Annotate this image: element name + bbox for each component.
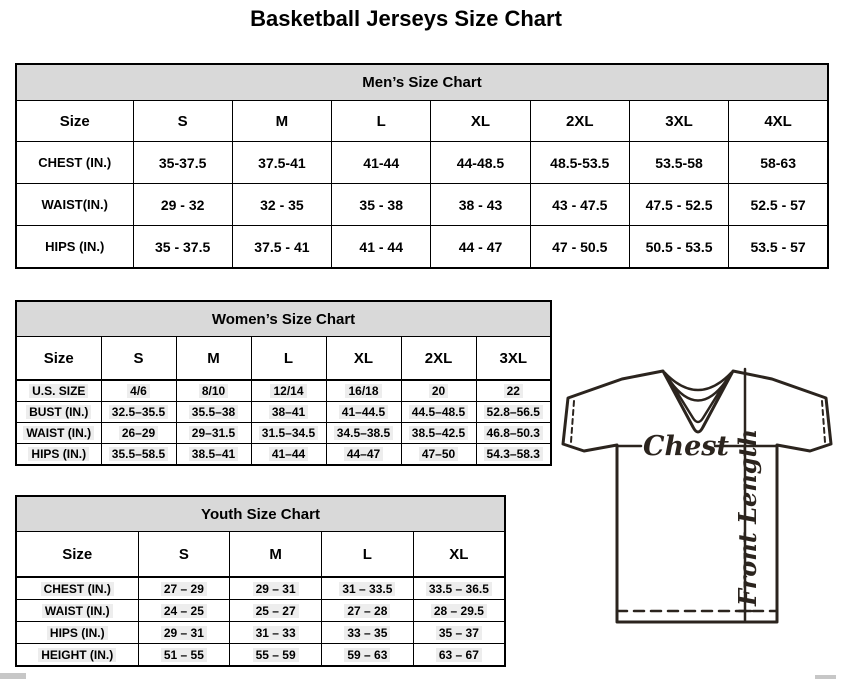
col-header-cell: 2XL	[530, 101, 629, 142]
row-label: HIPS (IN.)	[28, 447, 89, 461]
cell	[230, 644, 322, 667]
cell-value: 29–31.5	[189, 426, 238, 440]
cell: 37.5-41	[232, 142, 331, 184]
cell: 50.5 - 53.5	[629, 226, 728, 269]
jersey-outline	[563, 371, 831, 622]
cell-value: 34.5–38.5	[334, 426, 393, 440]
cell	[138, 600, 230, 622]
cell: 37.5 - 41	[232, 226, 331, 269]
youth-chart-title: Youth Size Chart	[16, 496, 505, 532]
cell	[101, 444, 176, 466]
jersey-measurement-diagram	[558, 356, 842, 632]
cell-value: 38.5–42.5	[409, 426, 468, 440]
table-row	[16, 622, 505, 644]
table-row	[16, 380, 551, 402]
cell-value: 41–44.5	[339, 405, 388, 419]
youth-size-chart-table	[15, 495, 506, 667]
right-sleeve-cuff-dashed-line	[822, 401, 825, 442]
col-header-cell: Size	[16, 532, 138, 578]
col-header-cell: XL	[326, 337, 401, 381]
cell: 41-44	[332, 142, 431, 184]
row-label: CHEST (IN.)	[41, 582, 114, 596]
cell-value: 44.5–48.5	[409, 405, 468, 419]
col-header-cell: XL	[413, 532, 505, 578]
table-row	[16, 444, 551, 466]
left-sleeve-cuff-dashed-line	[571, 401, 574, 442]
cell-value: 24 – 25	[161, 604, 207, 618]
cell-value: 35.5–58.5	[109, 447, 168, 461]
cell: 43 - 47.5	[530, 184, 629, 226]
cell	[322, 644, 414, 667]
cell	[476, 380, 551, 402]
cell	[101, 423, 176, 444]
cell: 35-37.5	[133, 142, 232, 184]
cell: 35 - 38	[332, 184, 431, 226]
cell	[251, 444, 326, 466]
cell-value: 12/14	[270, 384, 306, 398]
cell-value: 29 – 31	[253, 582, 299, 596]
col-header-cell: L	[322, 532, 414, 578]
col-header-cell: Size	[16, 337, 101, 381]
cell	[401, 444, 476, 466]
cell	[138, 644, 230, 667]
mens-size-chart-table	[15, 63, 829, 269]
table-row	[16, 600, 505, 622]
cell	[101, 380, 176, 402]
cell-value: 38.5–41	[189, 447, 238, 461]
cell-value: 29 – 31	[161, 626, 207, 640]
row-label: WAIST (IN.)	[42, 604, 113, 618]
cell: 35 - 37.5	[133, 226, 232, 269]
cell-value: 33.5 – 36.5	[426, 582, 492, 596]
cell-value: 38–41	[269, 405, 308, 419]
cell: 53.5-58	[629, 142, 728, 184]
cell	[326, 402, 401, 423]
cell	[176, 402, 251, 423]
row-label-cell	[16, 380, 101, 402]
front-length-label: Front Length	[733, 428, 762, 606]
col-header-cell: S	[138, 532, 230, 578]
cell-value: 46.8–50.3	[484, 426, 543, 440]
col-header-cell: 3XL	[629, 101, 728, 142]
row-label-cell	[16, 577, 138, 600]
table-row	[16, 184, 828, 226]
table-row	[16, 577, 505, 600]
cell	[476, 444, 551, 466]
cell-value: 32.5–35.5	[109, 405, 168, 419]
cell	[230, 577, 322, 600]
table-row	[16, 402, 551, 423]
row-label-cell	[16, 622, 138, 644]
page-title: Basketball Jerseys Size Chart	[250, 6, 562, 31]
row-label-cell: WAIST(IN.)	[16, 184, 133, 226]
table-row	[16, 644, 505, 667]
col-header-cell: 3XL	[476, 337, 551, 381]
row-label-cell	[16, 644, 138, 667]
row-label: WAIST (IN.)	[23, 426, 94, 440]
cell: 52.5 - 57	[729, 184, 828, 226]
cell	[413, 644, 505, 667]
cell-value: 33 – 35	[344, 626, 390, 640]
cell-value: 54.3–58.3	[484, 447, 543, 461]
cell	[401, 423, 476, 444]
cell-value: 8/10	[199, 384, 228, 398]
cell	[251, 380, 326, 402]
row-label: HEIGHT (IN.)	[38, 648, 116, 662]
cell	[326, 380, 401, 402]
cell-value: 63 – 67	[436, 648, 482, 662]
cell: 38 - 43	[431, 184, 530, 226]
cell-value: 31.5–34.5	[259, 426, 318, 440]
cell-value: 20	[429, 384, 448, 398]
col-header-cell: S	[133, 101, 232, 142]
cell	[251, 402, 326, 423]
row-label-cell	[16, 423, 101, 444]
col-header-cell: M	[230, 532, 322, 578]
cell	[101, 402, 176, 423]
chest-label: Chest	[643, 431, 729, 462]
cell	[326, 423, 401, 444]
cell-value: 28 – 29.5	[431, 604, 487, 618]
cell	[176, 380, 251, 402]
cell	[176, 444, 251, 466]
table-row	[16, 423, 551, 444]
col-header-cell: XL	[431, 101, 530, 142]
cell	[401, 380, 476, 402]
womens-size-chart-table	[15, 300, 552, 466]
cell-value: 16/18	[345, 384, 381, 398]
row-label: HIPS (IN.)	[47, 626, 108, 640]
col-header-cell: M	[176, 337, 251, 381]
cell: 29 - 32	[133, 184, 232, 226]
cell: 48.5-53.5	[530, 142, 629, 184]
cell-value: 52.8–56.5	[484, 405, 543, 419]
cell	[322, 622, 414, 644]
cell	[322, 577, 414, 600]
cell	[230, 622, 322, 644]
cell	[401, 402, 476, 423]
col-header-cell: M	[232, 101, 331, 142]
cell-value: 31 – 33	[253, 626, 299, 640]
col-header-cell: L	[251, 337, 326, 381]
cell-value: 59 – 63	[344, 648, 390, 662]
row-label: BUST (IN.)	[26, 405, 91, 419]
col-header-cell: S	[101, 337, 176, 381]
cell: 32 - 35	[232, 184, 331, 226]
cell-value: 35 – 37	[436, 626, 482, 640]
table-row	[16, 226, 828, 269]
cell-value: 27 – 29	[161, 582, 207, 596]
cell-value: 31 – 33.5	[339, 582, 395, 596]
cell	[138, 577, 230, 600]
col-header-cell: 4XL	[729, 101, 828, 142]
row-label-cell: HIPS (IN.)	[16, 226, 133, 269]
cell	[326, 444, 401, 466]
cell	[138, 622, 230, 644]
cell-value: 26–29	[119, 426, 158, 440]
womens-chart-title: Women’s Size Chart	[16, 301, 551, 337]
cell-value: 51 – 55	[161, 648, 207, 662]
scrollbar-fragment-left[interactable]	[0, 673, 26, 679]
row-label-cell	[16, 402, 101, 423]
row-label: U.S. SIZE	[29, 384, 88, 398]
cell-value: 22	[504, 384, 523, 398]
cell: 47.5 - 52.5	[629, 184, 728, 226]
cell	[413, 600, 505, 622]
row-label-cell	[16, 600, 138, 622]
col-header-cell: L	[332, 101, 431, 142]
cell-value: 25 – 27	[253, 604, 299, 618]
cell	[476, 402, 551, 423]
col-header-cell: Size	[16, 101, 133, 142]
table-row	[16, 142, 828, 184]
cell	[230, 600, 322, 622]
cell-value: 47–50	[419, 447, 458, 461]
table-row	[16, 337, 551, 381]
cell-value: 55 – 59	[253, 648, 299, 662]
cell-value: 41–44	[269, 447, 308, 461]
cell: 41 - 44	[332, 226, 431, 269]
cell: 44 - 47	[431, 226, 530, 269]
cell: 58-63	[729, 142, 828, 184]
cell-value: 44–47	[344, 447, 383, 461]
mens-chart-title: Men’s Size Chart	[16, 64, 828, 101]
cell-value: 27 – 28	[344, 604, 390, 618]
table-row	[16, 532, 505, 578]
cell	[413, 577, 505, 600]
cell	[176, 423, 251, 444]
cell	[476, 423, 551, 444]
cell: 47 - 50.5	[530, 226, 629, 269]
scrollbar-fragment-right[interactable]	[815, 675, 836, 679]
row-label-cell: CHEST (IN.)	[16, 142, 133, 184]
col-header-cell: 2XL	[401, 337, 476, 381]
cell: 44-48.5	[431, 142, 530, 184]
cell	[322, 600, 414, 622]
cell	[413, 622, 505, 644]
cell-value: 35.5–38	[189, 405, 238, 419]
cell: 53.5 - 57	[729, 226, 828, 269]
cell-value: 4/6	[127, 384, 150, 398]
row-label-cell	[16, 444, 101, 466]
cell	[251, 423, 326, 444]
table-row	[16, 101, 828, 142]
